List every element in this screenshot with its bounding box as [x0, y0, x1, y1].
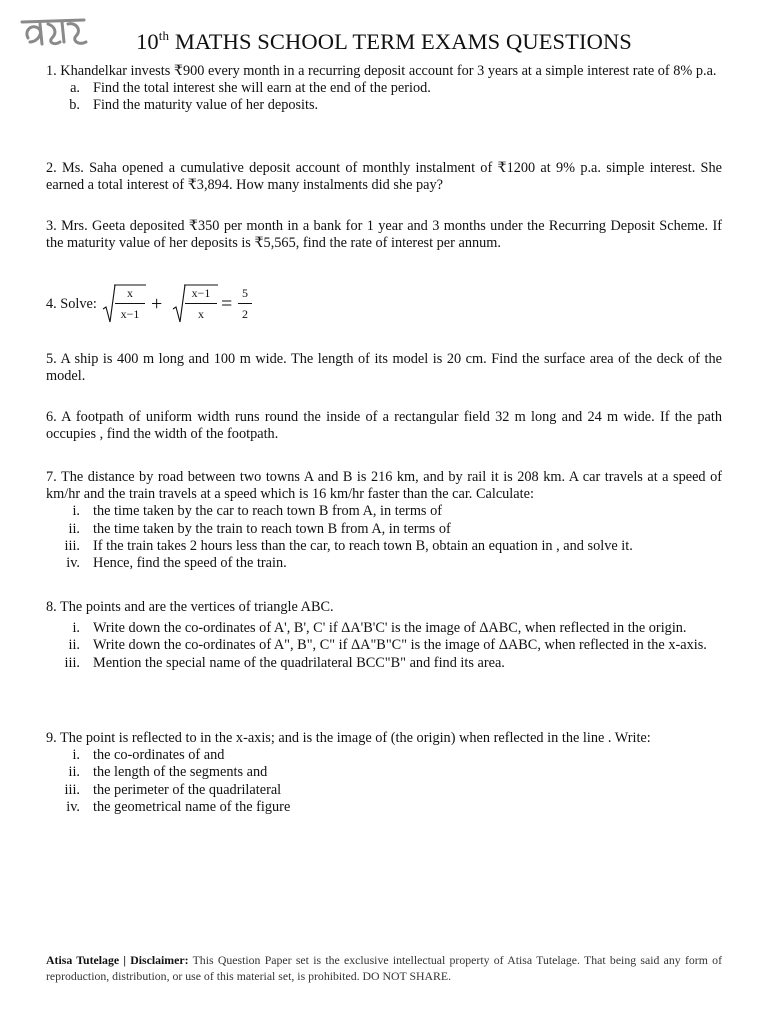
- part-text: Find the total interest she will earn at the end of the period.: [93, 80, 431, 97]
- question-9-part-ii: [46, 764, 722, 781]
- question-1-text: 1. Khandelkar invests ₹900 every month in a recurring deposit account for 3 years at a simple interest rate of 8% p.a.: [46, 63, 717, 79]
- question-6-text: 6. A footpath of uniform width runs round the inside of a rectangular field 32 m long and 24 m wide. If the path occupies , find the width of the footpath.: [46, 409, 722, 443]
- question-9-part-i: [46, 747, 722, 764]
- part-text: Mention the special name of the quadrilateral BCC"B" and find its area.: [93, 654, 505, 671]
- question-5-text: 5. A ship is 400 m long and 100 m wide. The length of its model is 20 cm. Find the surface area of the deck of the model.: [46, 351, 722, 385]
- fraction-x-over-x-minus-1: [115, 284, 145, 321]
- fraction-denominator: x: [198, 307, 204, 321]
- part-text: the length of the segments and: [93, 764, 268, 781]
- part-text: the geometrical name of the figure: [93, 798, 291, 815]
- question-7-part-ii: [46, 521, 722, 538]
- question-2-text: 2. Ms. Saha opened a cumulative deposit account of monthly instalment of ₹1200 at 9% p.a. simple interest. She earned a total interest of ₹3,894. How many instalments did she pay?: [46, 160, 722, 194]
- fraction-denominator: x−1: [120, 307, 140, 321]
- question-7-parts: [46, 503, 722, 572]
- question-8-parts: [46, 620, 722, 672]
- part-text: Hence, find the speed of the train.: [93, 555, 287, 572]
- question-4: [46, 284, 306, 324]
- question-8-part-i: [46, 620, 722, 637]
- question-8-text: 8. The points and are the vertices of triangle ABC.: [46, 599, 334, 615]
- question-7-part-i: [46, 503, 722, 520]
- footer-text: This Question Paper set is the exclusive intellectual property of Atisa Tutelage. That being said any form of reproduction, distribution, or use of this material set, is prohibited. DO NOT SHARE.: [46, 953, 722, 983]
- part-marker: ii.: [68, 520, 80, 537]
- question-6: [46, 409, 722, 443]
- part-marker: iv.: [66, 798, 80, 815]
- title-superscript: th: [158, 28, 170, 43]
- question-5: [46, 351, 722, 385]
- question-9-parts: [46, 747, 722, 816]
- question-7-part-iv: [46, 555, 722, 572]
- part-marker: iv.: [66, 555, 80, 572]
- equals-sign: =: [221, 293, 233, 315]
- title-text: MATHS SCHOOL TERM EXAMS QUESTIONS: [169, 29, 632, 54]
- part-marker: i.: [72, 747, 80, 764]
- part-text: If the train takes 2 hours less than the car, to reach town B, obtain an equation in , and solve it.: [93, 537, 633, 554]
- part-marker: iii.: [64, 781, 80, 798]
- footer-disclaimer: [46, 952, 722, 984]
- radical-sign: [172, 284, 186, 324]
- question-8-part-iii: [46, 655, 722, 672]
- page-title: [0, 28, 768, 56]
- part-text: the perimeter of the quadrilateral: [93, 781, 282, 798]
- fraction-five-halves: [238, 284, 252, 321]
- part-marker: ii.: [68, 764, 80, 781]
- part-text: Find the maturity value of her deposits.: [93, 97, 319, 114]
- question-2: [46, 160, 722, 194]
- part-marker: i.: [72, 620, 80, 637]
- part-marker: i.: [72, 503, 80, 520]
- question-1: [46, 63, 722, 115]
- part-text: the time taken by the train to reach town B from A, in terms of: [93, 520, 451, 537]
- question-7-text: 7. The distance by road between two towns A and B is 216 km, and by rail it is 208 km. A car travels at a speed of km/hr and the train travels at a speed which is 16 km/hr faster than the car. Calculate:: [46, 469, 722, 503]
- part-marker: ii.: [68, 637, 80, 654]
- question-4-label: 4. Solve:: [46, 296, 97, 312]
- question-3: [46, 218, 722, 252]
- fraction-denominator: 2: [242, 307, 248, 321]
- title-number: 10: [136, 29, 159, 54]
- fraction-numerator: x: [115, 284, 145, 304]
- question-9-part-iii: [46, 782, 722, 799]
- radical-sign: [102, 284, 116, 324]
- question-8: [46, 599, 722, 672]
- question-1-part-b: [46, 97, 722, 114]
- part-marker: iii.: [64, 654, 80, 671]
- question-1-parts: [46, 80, 722, 114]
- part-text: Write down the co-ordinates of A", B", C" if ΔA"B"C" is the image of ΔABC, when reflected in the x-axis.: [93, 637, 707, 654]
- plus-sign: +: [151, 293, 163, 315]
- question-1-part-a: [46, 80, 722, 97]
- fraction-numerator: x−1: [185, 284, 217, 304]
- part-marker: b.: [69, 97, 80, 114]
- question-9-text: 9. The point is reflected to in the x-axis; and is the image of (the origin) when reflected in the line . Write:: [46, 730, 651, 746]
- question-9: [46, 730, 722, 816]
- fraction-x-minus-1-over-x: [185, 284, 217, 321]
- footer-brand: Atisa Tutelage | Disclaimer:: [46, 953, 189, 967]
- part-text: Write down the co-ordinates of A', B', C' if ΔA'B'C' is the image of ΔABC, when reflected in the origin.: [93, 620, 687, 637]
- question-7-part-iii: [46, 538, 722, 555]
- part-marker: a.: [70, 80, 80, 97]
- part-text: the time taken by the car to reach town B from A, in terms of: [93, 503, 442, 520]
- part-text: the co-ordinates of and: [93, 747, 225, 764]
- question-7: [46, 469, 722, 572]
- fraction-numerator: 5: [238, 284, 252, 304]
- question-8-part-ii: [46, 637, 722, 654]
- question-9-part-iv: [46, 799, 722, 816]
- question-3-text: 3. Mrs. Geeta deposited ₹350 per month in a bank for 1 year and 3 months under the Recurring Deposit Scheme. If the maturity value of her deposits is ₹5,565, find the rate of interest per annum.: [46, 218, 722, 252]
- part-marker: iii.: [64, 537, 80, 554]
